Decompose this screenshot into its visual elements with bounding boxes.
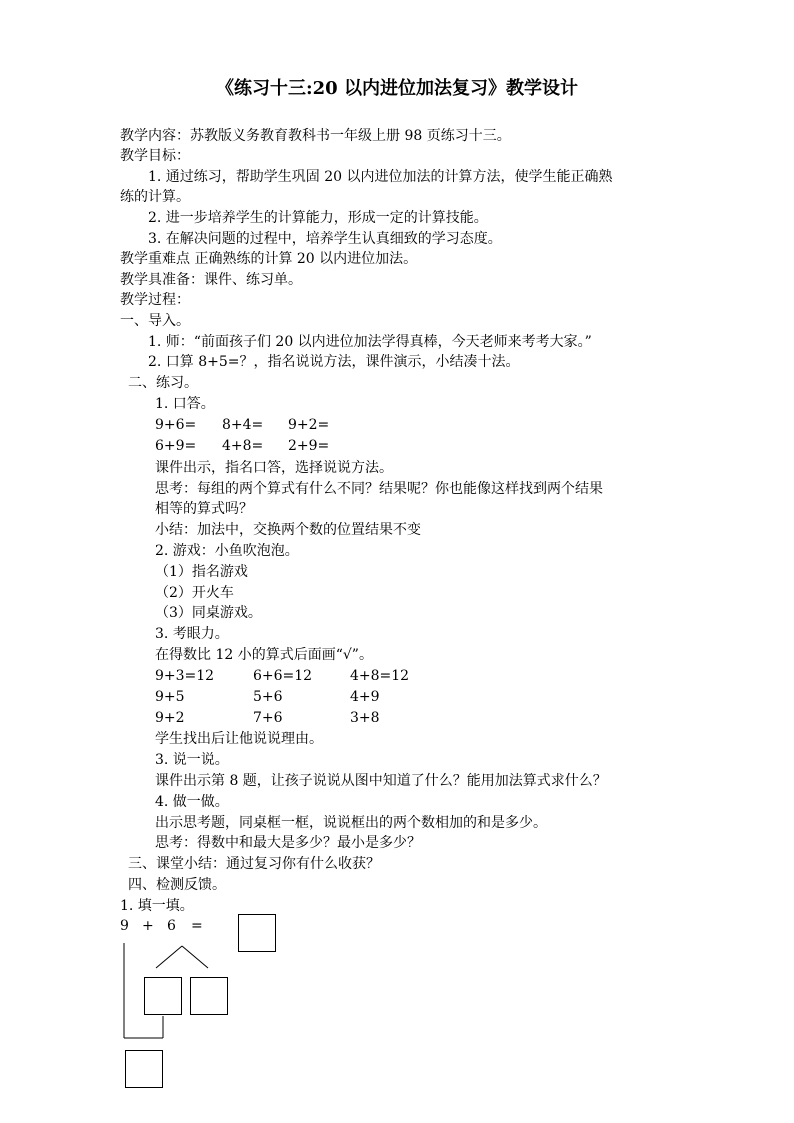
- fill-plus: +: [142, 918, 154, 934]
- practice-note: 课件出示，指名口答，选择说说方法。: [155, 460, 393, 476]
- eye-expr: 9+3=12: [155, 668, 215, 684]
- eye-expr: 7+6: [253, 710, 283, 726]
- objective-1-cont: 练的计算。: [120, 189, 190, 205]
- oral-expr: 4+8=: [222, 438, 264, 454]
- fill-heading: 1. 填一填。: [120, 898, 194, 914]
- practice-item-1: 1. 口答。: [155, 396, 215, 412]
- intro-item-2: 2. 口算 8+5=？，指名说说方法，课件演示，小结凑十法。: [148, 354, 520, 370]
- objectives-heading: 教学目标：: [120, 148, 190, 164]
- oral-expr: 8+4=: [222, 417, 264, 433]
- oral-expr: 9+6=: [155, 417, 197, 433]
- objective-2: 2. 进一步培养学生的计算能力，形成一定的计算技能。: [148, 210, 488, 226]
- game-item-1: （1）指名游戏: [155, 564, 248, 580]
- game-item-2: （2）开火车: [155, 585, 234, 601]
- objective-1: 1. 通过练习，帮助学生巩固 20 以内进位加法的计算方法，使学生能正确熟: [148, 169, 613, 185]
- eye-expr: 9+5: [155, 689, 185, 705]
- section-1-heading: 一、导入。: [120, 313, 190, 329]
- section-3-heading: 三、课堂小结：通过复习你有什么收获？: [128, 856, 380, 872]
- oral-expr: 9+2=: [288, 417, 330, 433]
- split-line-left: [156, 946, 182, 968]
- eye-expr: 9+2: [155, 710, 185, 726]
- eye-note: 学生找出后让他说说理由。: [155, 731, 323, 747]
- game-item-3: （3）同桌游戏。: [155, 605, 262, 621]
- do-heading: 4. 做一做。: [155, 794, 229, 810]
- materials: 教学具准备：课件、练习单。: [120, 272, 302, 288]
- intro-item-1: 1. 师：“前面孩子们 20 以内进位加法学得真棒，今天老师来考考大家。”: [148, 334, 592, 350]
- summary: 小结：加法中，交换两个数的位置结果不变: [155, 522, 421, 538]
- eye-expr: 4+9: [350, 689, 380, 705]
- game-heading: 2. 游戏：小鱼吹泡泡。: [155, 543, 299, 559]
- section-2-heading: 二、练习。: [128, 375, 198, 391]
- fill-addend-b: 6: [167, 918, 176, 934]
- do-think: 思考：得数中和最大是多少？最小是多少？: [155, 835, 421, 851]
- speak-item: 课件出示第 8 题，让孩子说说从图中知道了什么？能用加法算式求什么？: [155, 773, 607, 789]
- oral-expr: 6+9=: [155, 438, 197, 454]
- fill-equals: =: [191, 918, 203, 934]
- objective-3: 3. 在解决问题的过程中，培养学生认真细致的学习态度。: [148, 231, 502, 247]
- section-4-heading: 四、检测反馈。: [128, 877, 226, 893]
- eye-heading: 3. 考眼力。: [155, 626, 229, 642]
- eye-expr: 6+6=12: [253, 668, 313, 684]
- think-question-cont: 相等的算式吗？: [155, 501, 253, 517]
- speak-heading: 3. 说一说。: [155, 752, 229, 768]
- split-line-right: [182, 946, 208, 968]
- eye-expr: 5+6: [253, 689, 283, 705]
- think-question: 思考：每组的两个算式有什么不同？结果呢？你也能像这样找到两个结果: [155, 481, 603, 497]
- process-heading: 教学过程：: [120, 292, 190, 308]
- do-item: 出示思考题，同桌框一框，说说框出的两个数相加的和是多少。: [155, 815, 547, 831]
- eye-expr: 3+8: [350, 710, 380, 726]
- fill-addend-a: 9: [120, 918, 129, 934]
- eye-instruction: 在得数比 12 小的算式后面画“√”。: [155, 647, 373, 663]
- page-title: 《练习十三:20 以内进位加法复习》教学设计: [216, 78, 578, 99]
- oral-expr: 2+9=: [288, 438, 330, 454]
- key-points: 教学重难点 正确熟练的计算 20 以内进位加法。: [120, 251, 418, 267]
- eye-expr: 4+8=12: [350, 668, 410, 684]
- teaching-content: 教学内容：苏教版义务教育教科书一年级上册 98 页练习十三。: [120, 128, 511, 144]
